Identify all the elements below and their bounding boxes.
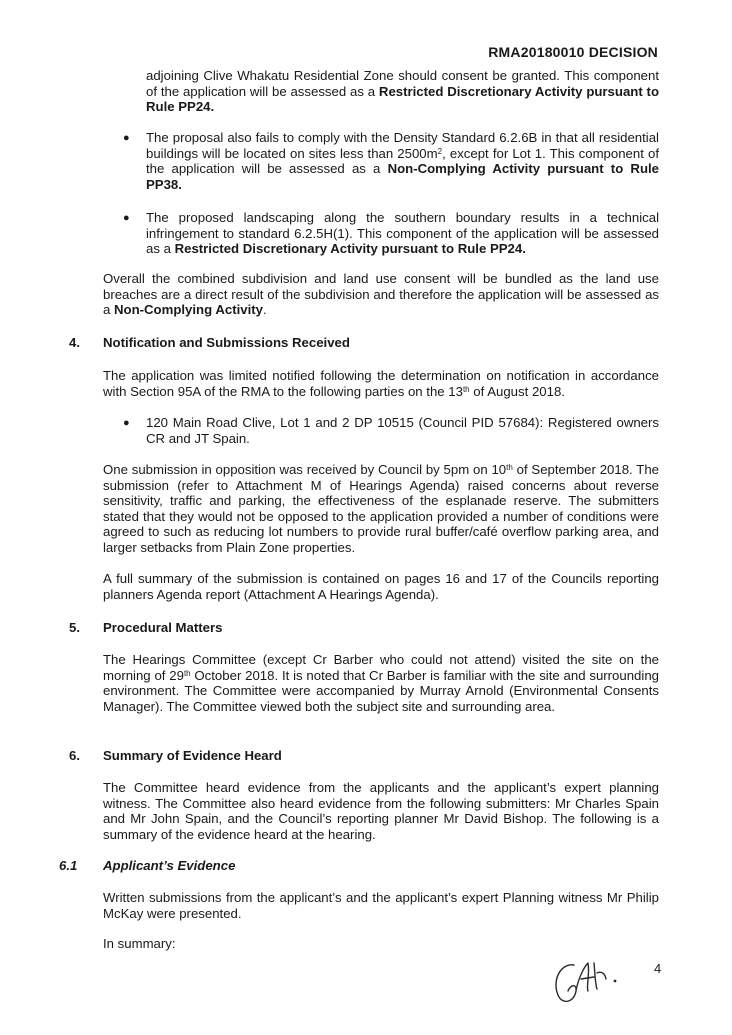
superscript: th [183,668,191,678]
page-number: 4 [654,961,662,976]
bullet-landscaping-text: The proposed landscaping along the southern boundary results in a technical infringement to standard 6.2.5H(1). This component of the application will be assessed as a [146,210,659,257]
bullet-landscaping-bold: Restricted Discretionary Activity pursuant to Rule PP24. [174,241,526,257]
section-6-number: 6. [69,748,80,763]
superscript: th [506,463,513,472]
bullet-dot-icon: ● [123,132,130,144]
s4-p1-text-2: of August 2018. [469,383,565,399]
section-4-paragraph-1 [103,368,659,399]
section-4-number: 4. [69,335,80,350]
bullet-landscaping [146,210,659,257]
superscript: 2 [437,146,443,156]
bullet-density-text-2: , except for Lot 1. This component of the application will be assessed as a [146,145,659,177]
bullet-density-text: The proposal also fails to comply with the Density Standard 6.2.6B in that all residential buildings will be located on sites less than 2500m [146,130,659,161]
section-5-paragraph [103,652,659,714]
superscript: th [462,384,470,394]
overall-period: . [262,302,267,318]
section-6-1-summary-label: In summary: [103,936,176,951]
section-4-bullet: 120 Main Road Clive, Lot 1 and 2 DP 10515 (Council PID 57684): Registered owners CR and JT Spain. [146,415,659,446]
bullet-density [146,130,659,192]
section-6-1-title: Applicant’s Evidence [103,858,236,873]
bullet-dot-icon: ● [123,212,130,224]
bullet-dot-icon: ● [123,417,130,429]
s4-p2-text-2: of September 2018. The submission (refer to Attachment M of Hearings Agenda) raised concerns about reverse sensitivity, traffic and parking, the effectiveness of the esplanade reserve. The submitters stated that they would not be opposed to the application provided a number of conditions were agreed to such as reducing lot numbers to provide rural buffer/café overflow parking area, and larger setbacks from Plain Zone properties. [103,462,659,555]
bullet-density-bold: Non-Complying Activity pursuant to Rule PP38. [146,161,659,192]
overall-text: Overall the combined subdivision and land use consent will be bundled as the land use breaches are a direct result of the subdivision and therefore the application will be assessed as a [103,271,659,318]
continuation-bold: Restricted Discretionary Activity pursuant to Rule PP24. [146,83,660,115]
continuation-text: adjoining Clive Whakatu Residential Zone should consent be granted. This component of the application will be assessed as a [146,68,659,99]
section-6-title: Summary of Evidence Heard [103,748,282,763]
section-4-paragraph-2 [103,462,659,556]
section-6-1-paragraph: Written submissions from the applicant’s and the applicant’s expert Planning witness Mr Philip McKay were presented. [103,890,659,921]
overall-bold: Non-Complying Activity [114,302,263,318]
continuation-paragraph [146,68,659,115]
section-5-title: Procedural Matters [103,620,223,635]
section-4-paragraph-3: A full summary of the submission is contained on pages 16 and 17 of the Councils reporting planners Agenda report (Attachment A Hearings Agenda). [103,571,659,602]
section-5-number: 5. [69,620,80,635]
s5-p1-text: The Hearings Committee (except Cr Barber who could not attend) visited the site on the morning of 29 [103,652,659,683]
overall-paragraph [103,271,659,318]
section-6-paragraph: The Committee heard evidence from the applicants and the applicant’s expert planning witness. The Committee also heard evidence from the following submitters: Mr Charles Spain and Mr John Spain, and the Council’s reporting planner Mr David Bishop. The following is a summary of the evidence heard at the hearing. [103,780,659,842]
section-4-title: Notification and Submissions Received [103,335,350,350]
signature-icon [548,951,638,1011]
s4-p2-text: One submission in opposition was received by Council by 5pm on 10 [103,462,507,477]
section-6-1-number: 6.1 [59,858,78,873]
s4-p1-text: The application was limited notified following the determination on notification in accordance with Section 95A of the RMA to the following parties on the 13 [103,368,659,399]
s5-p1-text-2: October 2018. It is noted that Cr Barber is familiar with the site and surrounding environment. The Committee were accompanied by Murray Arnold (Environmental Consents Manager). The Committee viewed both the subject site and surrounding area. [103,667,659,714]
document-reference: RMA20180010 DECISION [488,44,658,60]
